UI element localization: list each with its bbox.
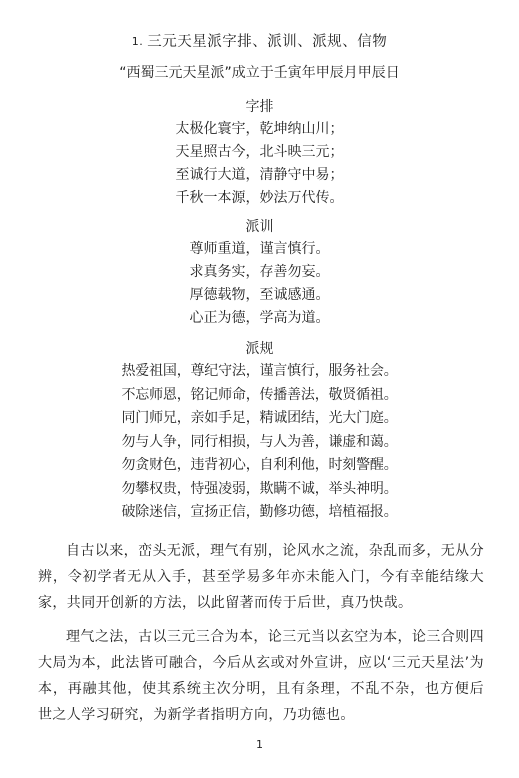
page-number: 1 [256,738,263,751]
paigui-line: 同门师兄，亲如手足，精诚团结，光大门庭。 [121,410,398,426]
zipai-line: 至诚行大道，清静守中易； [175,167,344,183]
zipai-line: 天星照古今，北斗映三元； [175,144,344,160]
paixun-section [0,216,519,330]
paigui-line: 破除迷信，宣扬正信，勤修功德，培植福报。 [121,504,398,520]
zipai-line: 千秋一本源，妙法万代传。 [175,190,344,206]
body-paragraph: 理气之法，古以三元三合为本，论三元当以玄空为本，论三合则四大局为本，此法皆可融合，今后从玄或对外宣讲，应以‘三元天星法’为本，再融其他，使其系统主次分明，且有条理，不乱不杂，也方便后世之人学习研究，为新学者指明方向，乃功德也。 [38,629,484,723]
paigui-heading: 派规 [245,341,274,357]
founding-date-line: “西蜀三元天星派”成立于壬寅年甲辰月甲辰日 [119,65,400,81]
paixun-line: 尊师重道，谨言慎行。 [189,241,330,257]
document-title [0,30,519,51]
paigui-line: 热爱祖国，尊纪守法，谨言慎行，服务社会。 [121,363,398,379]
paigui-line: 勿攀权贵，恃强凌弱，欺瞒不诚，举头神明。 [121,480,398,497]
title-number: 1. [131,35,144,48]
zipai-section [0,96,519,210]
paixun-heading: 派训 [245,219,274,235]
zipai-line: 太极化寰宇，乾坤纳山川； [175,121,344,137]
body-paragraph: 自古以来，峦头无派，理气有别，论风水之流，杂乱而多，无从分辨，令初学者无从入手，甚至学易多年亦未能入门，今有幸能结缘大家，共同开创新的方法，以此留著而传于后世，真乃快哉。 [38,543,484,611]
paixun-line: 厚德载物，至诚感通。 [189,287,330,303]
title-text: 三元天星派字排、派训、派规、信物 [147,34,388,50]
paigui-line: 勿与人争，同行相损，与人为善，谦虚和蔼。 [121,433,398,450]
paigui-line: 勿贪财色，违背初心，自利利他，时刻警醒。 [121,457,398,473]
paigui-line: 不忘师恩，铭记师命，传播善法，敬贤循祖。 [121,386,398,403]
paixun-line: 心正为德，学高为道。 [189,310,330,326]
paigui-section [0,338,519,525]
zipai-heading: 字排 [245,99,274,115]
paixun-line: 求真务实，存善勿妄。 [189,264,330,280]
